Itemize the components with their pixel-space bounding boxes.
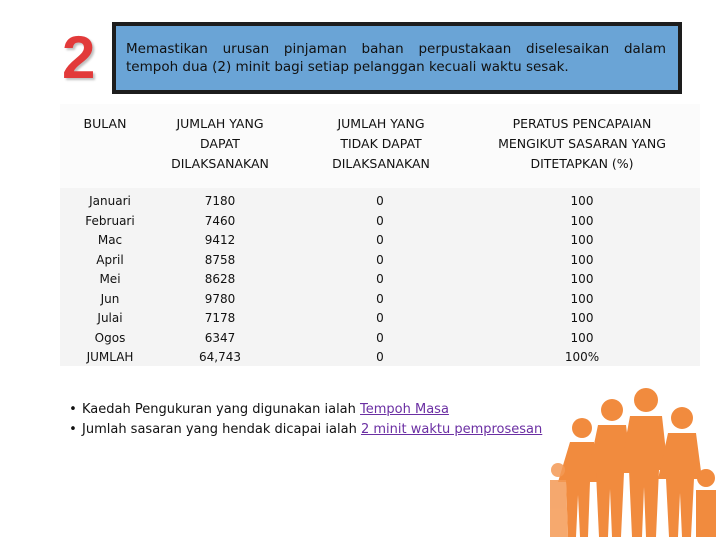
cell-percent: 100 xyxy=(570,291,594,306)
cell-notdone: 0 xyxy=(376,233,384,247)
link-tempoh-masa[interactable]: Tempoh Masa xyxy=(360,402,449,417)
people-silhouettes-illustration xyxy=(550,370,720,540)
cell-done: 6347 xyxy=(204,330,236,345)
column-notdone xyxy=(320,192,440,368)
bullet-target xyxy=(64,420,624,440)
bullet-dot: • xyxy=(69,402,77,417)
cell-done-total: 64,743 xyxy=(199,350,241,364)
link-processing-time[interactable]: 2 minit waktu pemprosesan xyxy=(360,422,543,437)
cell-percent: 100 xyxy=(570,233,594,247)
cell-notdone: 0 xyxy=(376,252,384,267)
column-percent xyxy=(522,192,642,368)
cell-done: 7180 xyxy=(204,194,236,208)
cell-done: 9780 xyxy=(204,291,236,306)
cell-month: Jun xyxy=(100,291,120,306)
cell-percent: 100 xyxy=(570,194,594,208)
cell-month: Februari xyxy=(85,213,135,228)
cell-notdone-total: 0 xyxy=(376,350,384,364)
header-notdone-line-3: DILAKSANAKAN xyxy=(332,156,430,171)
header-notdone-line-2: TIDAK DAPAT xyxy=(340,136,422,151)
cell-done: 8628 xyxy=(204,272,236,286)
header-done xyxy=(135,114,305,174)
cell-percent: 100 xyxy=(570,252,594,267)
header-percent-line-2: MENGIKUT SASARAN YANG xyxy=(498,136,666,151)
header-month-label: BULAN xyxy=(83,116,127,131)
bullet-method-text: Kaedah Pengukuran yang digunakan ialah xyxy=(82,402,361,417)
cell-notdone: 0 xyxy=(376,272,384,286)
cell-notdone: 0 xyxy=(376,291,384,306)
objective-box xyxy=(112,22,682,94)
cell-month: Januari xyxy=(89,194,131,208)
cell-done: 9412 xyxy=(204,233,236,247)
cell-month: April xyxy=(96,252,124,267)
cell-month: Mac xyxy=(97,233,123,247)
header-notdone-line-1: JUMLAH YANG xyxy=(337,116,425,131)
slide-number: 2 xyxy=(62,24,96,91)
cell-percent: 100 xyxy=(570,311,594,325)
header-notdone xyxy=(296,114,466,174)
cell-notdone: 0 xyxy=(376,194,384,208)
cell-done: 7460 xyxy=(204,213,236,228)
bullet-list xyxy=(64,400,624,440)
cell-month: Julai xyxy=(97,311,123,325)
column-done xyxy=(160,192,280,368)
cell-month-total: JUMLAH xyxy=(86,350,134,364)
cell-percent: 100 xyxy=(570,330,594,345)
column-months xyxy=(60,192,160,368)
performance-table xyxy=(60,104,700,366)
cell-done: 7178 xyxy=(204,311,236,325)
cell-month: Mei xyxy=(99,272,121,286)
objective-line-2: tempoh dua (2) minit bagi setiap pelanggan kecuali waktu sesak. xyxy=(126,59,569,75)
bullet-target-text: Jumlah sasaran yang hendak dicapai ialah xyxy=(82,422,361,437)
header-percent xyxy=(468,114,696,174)
objective-line-1: Memastikan urusan pinjaman bahan perpustakaan diselesaikan dalam xyxy=(126,41,666,57)
header-done-line-1: JUMLAH YANG xyxy=(176,116,264,131)
cell-notdone: 0 xyxy=(376,311,384,325)
header-done-line-3: DILAKSANAKAN xyxy=(171,156,269,171)
header-percent-line-1: PERATUS PENCAPAIAN xyxy=(512,116,652,131)
cell-percent-total: 100% xyxy=(564,350,600,364)
cell-month: Ogos xyxy=(94,330,126,345)
bullet-method xyxy=(64,400,624,420)
cell-notdone: 0 xyxy=(376,213,384,228)
cell-percent: 100 xyxy=(570,272,594,286)
header-done-line-2: DAPAT xyxy=(200,136,240,151)
header-percent-line-3: DITETAPKAN (%) xyxy=(530,156,634,171)
bullet-dot: • xyxy=(69,422,77,437)
cell-percent: 100 xyxy=(570,213,594,228)
cell-done: 8758 xyxy=(204,252,236,267)
cell-notdone: 0 xyxy=(376,330,384,345)
